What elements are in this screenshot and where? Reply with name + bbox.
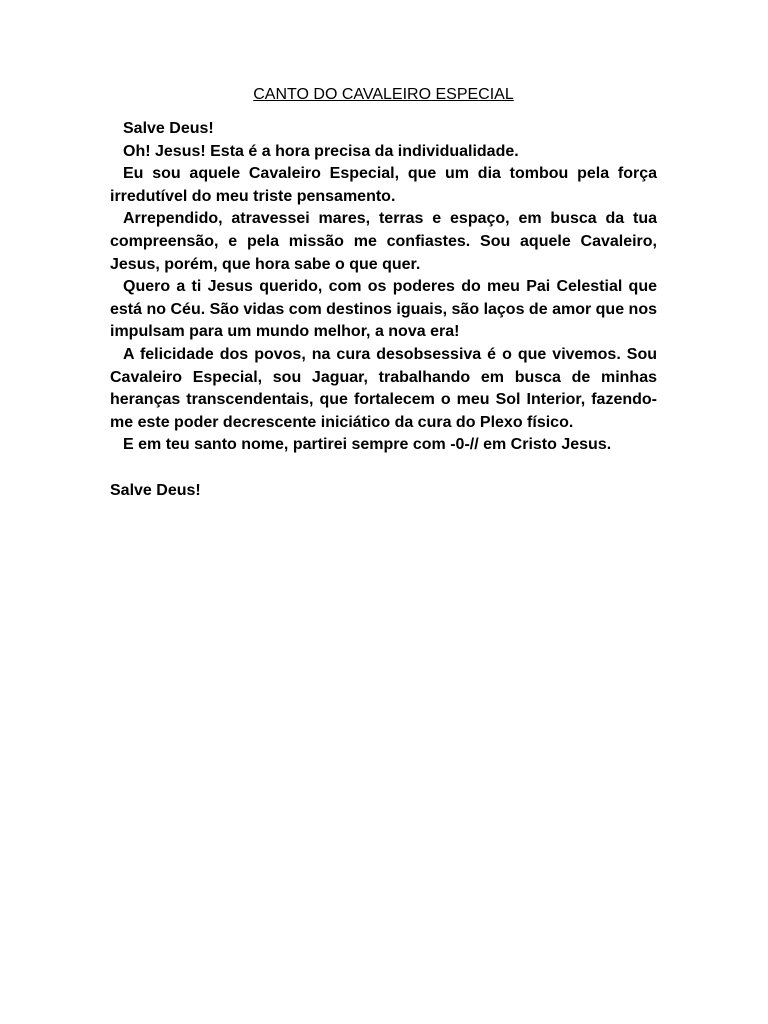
document-page — [110, 84, 657, 502]
paragraph-greeting: Salve Deus! — [123, 120, 214, 137]
blank-line — [110, 457, 657, 480]
paragraph-happiness: A felicidade dos povos, na cura desobsessiva é o que vivemos. Sou Cavaleiro Especial, sou Jaguar, trabalhando em busca de minhas heranças transcendentais, que fortalecem o meu Sol Interior, fazendo-me este poder decrescente iniciático da cura do Plexo físico. — [110, 345, 657, 431]
paragraph-identity: Eu sou aquele Cavaleiro Especial, que um dia tombou pela força irredutível do meu triste pensamento. — [110, 165, 657, 205]
paragraph-repentance: Arrependido, atravessei mares, terras e espaço, em busca da tua compreensão, e pela missão me confiastes. Sou aquele Cavaleiro, Jesus, porém, que hora sabe o que quer. — [110, 210, 657, 273]
paragraph-invocation: Oh! Jesus! Esta é a hora precisa da individualidade. — [123, 142, 519, 160]
closing-line: Salve Deus! — [110, 481, 201, 499]
paragraph-desire: Quero a ti Jesus querido, com os poderes do meu Pai Celestial que está no Céu. São vidas com destinos iguais, são laços de amor que nos impulsam para um mundo melhor, a nova era! — [110, 278, 657, 341]
paragraph-departure: E em teu santo nome, partirei sempre com -0-// em Cristo Jesus. — [123, 436, 612, 454]
document-title: CANTO DO CAVALEIRO ESPECIAL — [253, 86, 514, 103]
